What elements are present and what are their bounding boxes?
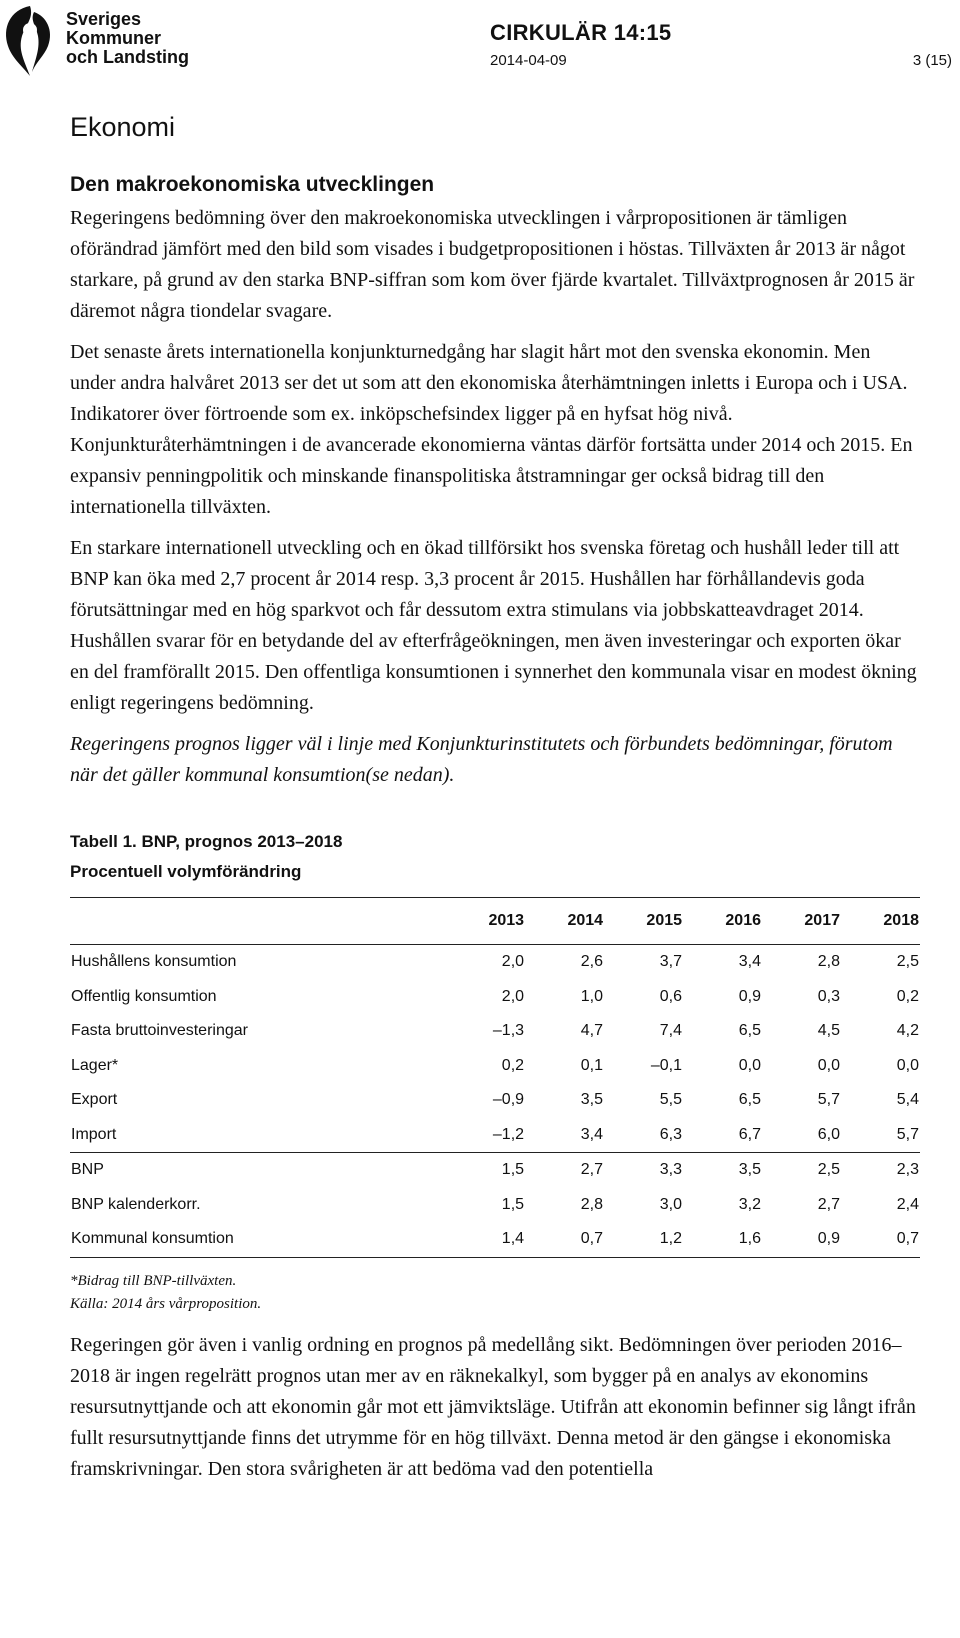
gdp-forecast-table [70, 897, 920, 1258]
row-label: Fasta bruttoinvesteringar [71, 1022, 248, 1040]
row-label: Kommunal konsumtion [71, 1230, 234, 1248]
paragraph: Regeringens bedömning över den makroekonomiska utvecklingen i vårpropositionen är tämligen oförändrad jämfört med den bild som visades i budgetpropositionen i höstas. Tillväxten år 2013 är något starkare, på grund av den starka BNP-siffran som kom över fjärde kvartalet. Tillväxtprognosen år 2015 är däremot några tiondelar svagare. [70, 207, 915, 322]
table-notes [70, 1270, 920, 1316]
table-cell: 0,2 [896, 987, 919, 1005]
table-row [70, 1049, 920, 1084]
table-row [70, 1083, 920, 1118]
table-row [70, 945, 920, 980]
row-label: Hushållens konsumtion [71, 953, 237, 971]
table-row [70, 1118, 920, 1153]
table-header-cell [70, 898, 446, 945]
table-cell: 2,3 [896, 1161, 919, 1179]
table-cell: 3,5 [738, 1161, 761, 1179]
italic-paragraph: Regeringens prognos ligger väl i linje med Konjunkturinstitutets och förbundets bedömningar, förutom när det gäller kommunal konsumtion(se nedan). [70, 733, 893, 786]
table-header-row [70, 898, 920, 945]
table-cell: 5,5 [659, 1091, 683, 1109]
table-cell: 2,5 [896, 953, 919, 971]
table-cell: 4,7 [580, 1022, 604, 1040]
paragraph: En starkare internationell utveckling och en ökad tillförsikt hos svenska företag och hushåll leder till att BNP kan öka med 2,7 procent år 2014 resp. 3,3 procent år 2015. Hushållen har förhållandevis goda förutsättningar med en hög sparkvot och får dessutom extra stimulans via jobbskatteavdraget 2014. Hushållen svarar för en betydande del av efterfrågeökningen, men även investeringar och exporten ökar en del framförallt 2015. Den offentliga konsumtionen i synnerhet den kommunala visar en modest ökning enligt regeringens bedömning. [70, 537, 917, 714]
table-cell: 6,3 [659, 1125, 683, 1143]
table-cell: 6,5 [738, 1091, 761, 1109]
row-label: BNP kalenderkorr. [71, 1195, 201, 1213]
table-cell: 0,7 [580, 1230, 604, 1248]
table-cell: 0,0 [817, 1056, 840, 1074]
subsection-title: Den makroekonomiska utvecklingen [70, 173, 435, 196]
table-cell: 5,7 [817, 1091, 840, 1109]
table-cell: 6,0 [817, 1125, 840, 1143]
logo-line: Kommuner [66, 28, 162, 48]
table-cell: 1,5 [501, 1195, 525, 1213]
table-header-cell: 2016 [725, 912, 761, 929]
skl-logo-icon [0, 0, 62, 80]
table-cell: 0,1 [580, 1056, 604, 1074]
circular-date: 2014-04-09 [490, 52, 567, 69]
table-cell: 1,5 [501, 1161, 525, 1179]
table-cell: 6,7 [738, 1125, 761, 1143]
table-row [70, 1222, 920, 1257]
table-cell: 0,3 [817, 987, 840, 1005]
table-cell: 3,0 [659, 1195, 683, 1213]
table-cell: 0,9 [738, 987, 761, 1005]
table-cell: 1,4 [501, 1230, 525, 1248]
table-cell: –1,3 [492, 1022, 525, 1040]
table-cell: 4,2 [896, 1022, 919, 1040]
paragraph: Det senaste årets internationella konjunkturnedgång har slagit hårt mot den svenska ekonomin. Men under andra halvåret 2013 ser det ut som att den ekonomiska återhämtningen inletts i Europa och i USA. Indikatorer över förtroende som ex. inköpschefsindex ligger på en hyfsat hög nivå. Konjunkturåterhämtningen i de avancerade ekonomierna väntas därför fortsätta under 2014 och 2015. En expansiv penningpolitik och minskande finanspolitiska åtstramningar ger också bidrag till den internationella tillväxten. [70, 341, 913, 518]
table-cell: 0,0 [896, 1056, 919, 1074]
table-cell: 1,6 [738, 1230, 761, 1248]
table-cell: 1,2 [659, 1230, 683, 1248]
table-cell: 3,3 [659, 1161, 683, 1179]
table-cell: 4,5 [817, 1022, 840, 1040]
table-cell: 2,0 [501, 987, 525, 1005]
table-row [70, 1153, 920, 1188]
logo-text [66, 10, 189, 67]
table-cell: 2,5 [817, 1161, 840, 1179]
table-cell: 2,7 [817, 1195, 840, 1213]
table-cell: 6,5 [738, 1022, 761, 1040]
table-cell: 3,4 [580, 1125, 604, 1143]
row-label: Lager* [71, 1056, 119, 1074]
table-row [70, 1014, 920, 1049]
table-cell: –0,9 [492, 1091, 525, 1109]
row-label: Export [71, 1091, 118, 1109]
table-cell: 0,7 [896, 1230, 919, 1248]
table-cell: 3,2 [738, 1195, 761, 1213]
table-cell: 0,9 [817, 1230, 840, 1248]
table-body [70, 945, 920, 1258]
table-cell: 0,6 [659, 987, 683, 1005]
table-cell: –1,2 [492, 1125, 525, 1143]
table-cell: 7,4 [659, 1022, 683, 1040]
table-cell: 2,6 [580, 953, 604, 971]
table-cell: 1,0 [580, 987, 604, 1005]
table-footnote: *Bidrag till BNP-tillväxten. [70, 1272, 237, 1289]
table-header-cell: 2017 [804, 912, 840, 929]
row-label: Offentlig konsumtion [71, 987, 217, 1005]
logo-line: och Landsting [66, 47, 189, 67]
table-header-cell: 2015 [646, 912, 683, 929]
table-row [70, 980, 920, 1015]
table-cell: 2,0 [501, 953, 525, 971]
row-label: Import [71, 1125, 117, 1143]
table-cell: 5,4 [896, 1091, 919, 1109]
table-cell: 3,5 [580, 1091, 604, 1109]
table-header-cell: 2018 [883, 912, 919, 929]
logo-line: Sveriges [66, 9, 142, 29]
table-cell: 2,8 [580, 1195, 604, 1213]
table-cell: 3,7 [659, 953, 683, 971]
table-cell: –0,1 [650, 1056, 683, 1074]
circular-title: CIRKULÄR 14:15 [490, 20, 672, 45]
table-source: Källa: 2014 års vårproposition. [70, 1295, 262, 1312]
section-title: Ekonomi [70, 112, 176, 142]
table-cell: 0,0 [738, 1056, 761, 1074]
table-cell: 2,7 [580, 1161, 604, 1179]
paragraph: Regeringen gör även i vanlig ordning en prognos på medellång sikt. Bedömningen över perioden 2016–2018 är ingen regelrätt prognos utan mer av en räknekalkyl, som bygger på en analys av ekonomins resursutnyttjande och att ekonomin går mot ett jämviktsläge. Utifrån att ekonomin befinner sig långt ifrån fullt resursutnyttjande finns det utrymme för en hög tillväxt. Denna metod är den gängse i ekonomiska framskrivningar. Den stora svårigheten är att bedöma vad den potentiella [70, 1333, 916, 1480]
table-row [70, 1188, 920, 1223]
logo [0, 0, 190, 80]
table-caption: Tabell 1. BNP, prognos 2013–2018 [70, 832, 343, 851]
table-cell: 0,2 [501, 1056, 525, 1074]
page-number: 3 (15) [912, 52, 952, 69]
document-body [70, 112, 920, 1495]
table-cell: 2,4 [896, 1195, 919, 1213]
table-header-cell: 2014 [567, 912, 604, 929]
table-cell: 2,8 [817, 953, 840, 971]
table-cell: 3,4 [738, 953, 761, 971]
table-header-cell: 2013 [488, 912, 525, 929]
table-subcaption: Procentuell volymförändring [70, 862, 302, 881]
table-cell: 5,7 [896, 1125, 919, 1143]
row-label: BNP [71, 1161, 104, 1179]
